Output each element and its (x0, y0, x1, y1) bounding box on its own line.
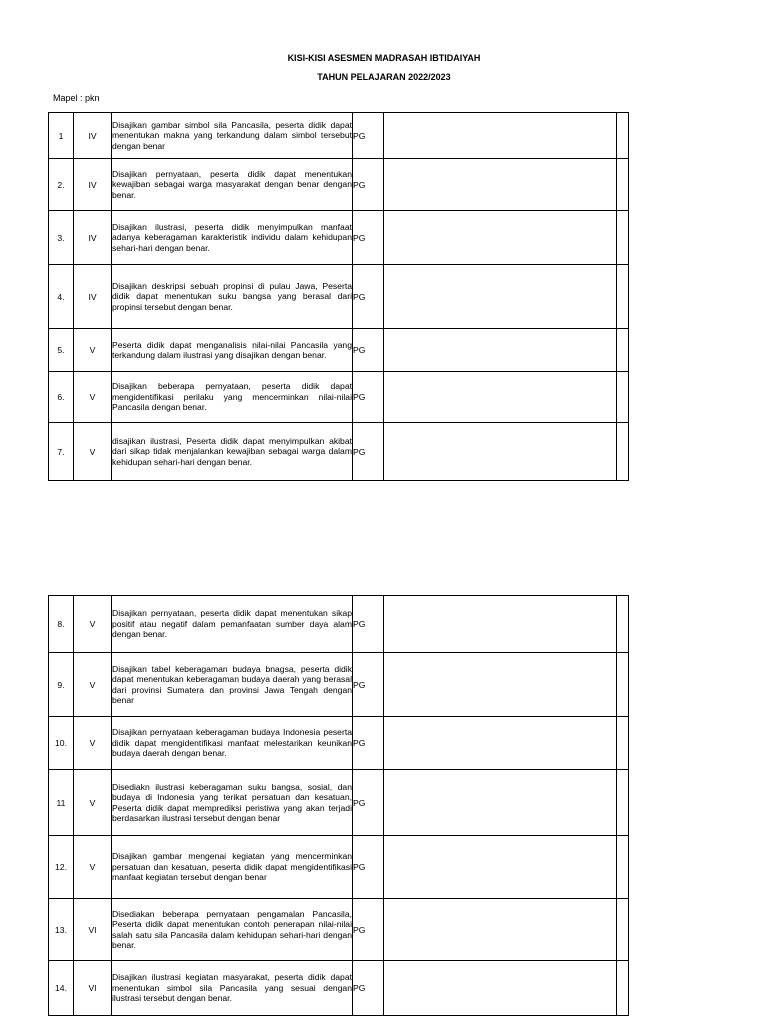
grade-cell: V (74, 329, 112, 372)
indicator-cell: disajikan ilustrasi, Peserta didik dapat menyimpulkan akibat dari sikap tidak menjalankan kewajiban sebagai warga dalam kehidupan sehari-hari dengan benar. (112, 423, 353, 481)
empty-cell (384, 159, 617, 211)
grade-cell: V (74, 423, 112, 481)
question-type-cell: PG (353, 113, 384, 159)
grade-cell: V (74, 372, 112, 423)
table-row (49, 596, 629, 653)
grade-cell: V (74, 770, 112, 836)
empty-cell (384, 836, 617, 899)
item-number: 4. (49, 265, 74, 329)
indicator-cell: Peserta didik dapat menganalisis nilai-nilai Pancasila yang terkandung dalam ilustrasi yang disajikan dengan benar. (112, 329, 353, 372)
indicator-cell: Disajikan pernyataan, peserta didik dapat menentukan sikap positif atau negatif dalam pemanfaatan sumber daya alam dengan benar. (112, 596, 353, 653)
question-type-cell: PG (353, 836, 384, 899)
empty-cell (617, 372, 629, 423)
empty-cell (617, 329, 629, 372)
grade-cell: IV (74, 113, 112, 159)
grade-cell: IV (74, 159, 112, 211)
item-number: 1 (49, 113, 74, 159)
indicator-cell: Disajikan gambar mengenai kegiatan yang mencerminkan persatuan dan kesatuan, peserta didik dapat mengidentifikasi manfaat kegiatan tersebut dengan benar (112, 836, 353, 899)
indicator-cell: Disajikan pernyataan keberagaman budaya Indonesia peserta didik dapat mengidentifikasi manfaat melestarikan keunikan budaya daerah dengan benar. (112, 717, 353, 770)
empty-cell (617, 159, 629, 211)
empty-cell (384, 211, 617, 265)
grade-cell: V (74, 717, 112, 770)
empty-cell (617, 770, 629, 836)
empty-cell (384, 596, 617, 653)
question-type-cell: PG (353, 372, 384, 423)
empty-cell (617, 423, 629, 481)
empty-cell (617, 113, 629, 159)
item-number: 13. (49, 899, 74, 961)
grid-table-2 (48, 595, 629, 1016)
grade-cell: VI (74, 899, 112, 961)
indicator-cell: Disajikan deskripsi sebuah propinsi di pulau Jawa, Peserta didik dapat menentukan suku bangsa yang berasal dari propinsi tersebut dengan benar. (112, 265, 353, 329)
table-row (49, 372, 629, 423)
table-row (49, 329, 629, 372)
item-number: 11 (49, 770, 74, 836)
empty-cell (384, 961, 617, 1016)
question-type-cell: PG (353, 653, 384, 717)
empty-cell (384, 423, 617, 481)
question-type-cell: PG (353, 265, 384, 329)
grid-table-1 (48, 112, 629, 481)
indicator-cell: Disediakan beberapa pernyataan pengamalan Pancasila, Peserta didik dapat menentukan contoh penerapan nilai-nilai salah satu sila Pancasila dalam kehidupan sehari-hari dengan benar. (112, 899, 353, 961)
indicator-cell: Disediakn ilustrasi keberagaman suku bangsa, sosial, dan budaya di Indonesia yang terikat persatuan dan kesatuan, Peserta didik dapat memprediksi peristiwa yang akan terjadi berdasarkan ilustrasi tersebut dengan benar (112, 770, 353, 836)
subject-label: Mapel : pkn (53, 93, 100, 103)
empty-cell (617, 961, 629, 1016)
empty-cell (384, 770, 617, 836)
empty-cell (384, 265, 617, 329)
empty-cell (617, 653, 629, 717)
item-number: 6. (49, 372, 74, 423)
table-row (49, 836, 629, 899)
question-type-cell: PG (353, 717, 384, 770)
question-type-cell: PG (353, 211, 384, 265)
empty-cell (617, 211, 629, 265)
grade-cell: V (74, 836, 112, 899)
table-row (49, 770, 629, 836)
table-row (49, 113, 629, 159)
empty-cell (617, 899, 629, 961)
empty-cell (617, 596, 629, 653)
grade-cell: IV (74, 265, 112, 329)
question-type-cell: PG (353, 961, 384, 1016)
item-number: 7. (49, 423, 74, 481)
question-type-cell: PG (353, 159, 384, 211)
item-number: 12. (49, 836, 74, 899)
indicator-cell: Disajikan beberapa pernyataan, peserta didik dapat mengidentifikasi perilaku yang mencerminkan nilai-nilai Pancasila dengan benar. (112, 372, 353, 423)
item-number: 14. (49, 961, 74, 1016)
indicator-cell: Disajikan tabel keberagaman budaya bnagsa, peserta didik dapat menentukan keberagaman budaya daerah yang berasal dari provinsi Sumatera dan provinsi Jawa Tengah dengan benar (112, 653, 353, 717)
item-number: 9. (49, 653, 74, 717)
empty-cell (384, 717, 617, 770)
item-number: 3. (49, 211, 74, 265)
item-number: 8. (49, 596, 74, 653)
table-row (49, 159, 629, 211)
grade-cell: V (74, 653, 112, 717)
empty-cell (384, 113, 617, 159)
table-row (49, 265, 629, 329)
table-row (49, 961, 629, 1016)
item-number: 10. (49, 717, 74, 770)
empty-cell (384, 329, 617, 372)
question-type-cell: PG (353, 596, 384, 653)
empty-cell (384, 372, 617, 423)
empty-cell (617, 265, 629, 329)
question-type-cell: PG (353, 423, 384, 481)
item-number: 2. (49, 159, 74, 211)
question-type-cell: PG (353, 770, 384, 836)
empty-cell (617, 717, 629, 770)
grade-cell: V (74, 596, 112, 653)
document-title: KISI-KISI ASESMEN MADRASAH IBTIDAIYAH (287, 53, 481, 63)
question-type-cell: PG (353, 329, 384, 372)
indicator-cell: Disajikan ilustrasi, peserta didik menyimpulkan manfaat adanya keberagaman karakteristik individu dalam kehidupan sehari-hari dengan benar. (112, 211, 353, 265)
document-subtitle: TAHUN PELAJARAN 2022/2023 (317, 72, 451, 82)
indicator-cell: Disajikan pernyataan, peserta didik dapat menentukan kewajiban sebagai warga masyarakat dengan benar dengan benar. (112, 159, 353, 211)
question-type-cell: PG (353, 899, 384, 961)
empty-cell (384, 899, 617, 961)
item-number: 5. (49, 329, 74, 372)
indicator-cell: Disajikan ilustrasi kegiatan masyarakat, peserta didik dapat menentukan simbol sila Pancasila yang sesuai dengan ilustrasi tersebut dengan benar. (112, 961, 353, 1016)
grade-cell: IV (74, 211, 112, 265)
empty-cell (384, 653, 617, 717)
empty-cell (617, 836, 629, 899)
table-row (49, 899, 629, 961)
grade-cell: VI (74, 961, 112, 1016)
table-row (49, 717, 629, 770)
indicator-cell: Disajikan gambar simbol sila Pancasila, peserta didik dapat menentukan makna yang terkandung dalam simbol tersebut dengan benar (112, 113, 353, 159)
table-row (49, 423, 629, 481)
table-row (49, 653, 629, 717)
table-row (49, 211, 629, 265)
